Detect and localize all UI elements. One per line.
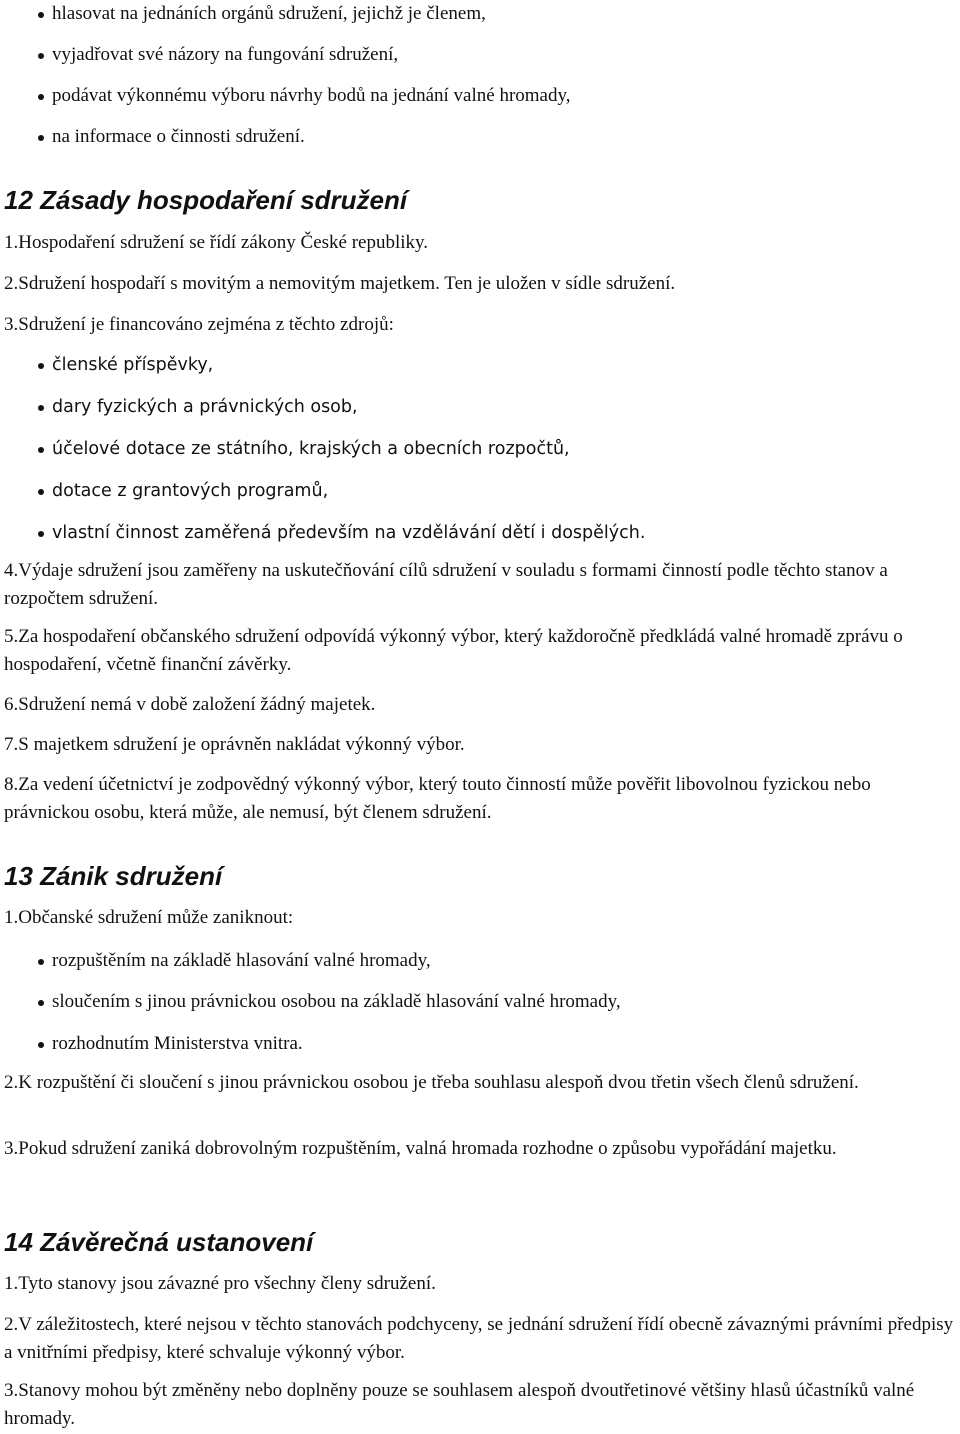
list-item: vlastní činnost zaměřená především na vzdělávání dětí i dospělých. [52, 523, 646, 543]
list-item: účelové dotace ze státního, krajských a obecních rozpočtů, [52, 439, 570, 459]
section-12-paragraph-6: 6.Sdružení nemá v době založení žádný majetek. [4, 694, 376, 715]
section-12-paragraph-2: 2.Sdružení hospodaří s movitým a nemovitým majetkem. Ten je uložen v sídle sdružení. [4, 273, 676, 294]
list-item: sloučením s jinou právnickou osobou na základě hlasování valné hromady, [52, 991, 621, 1012]
section-13-paragraph-3: 3.Pokud sdružení zaniká dobrovolným rozpuštěním, valná hromada rozhodne o způsobu vypořádání majetku. [4, 1138, 837, 1159]
list-item: dotace z grantových programů, [52, 481, 329, 501]
section-12-heading: 12 Zásady hospodaření sdružení [4, 185, 408, 215]
bullet-icon [38, 959, 44, 965]
bullet-icon [38, 1042, 44, 1048]
list-item: členské příspěvky, [52, 355, 214, 375]
bullet-icon [38, 363, 44, 369]
section-14-heading: 14 Závěrečná ustanovení [4, 1227, 314, 1257]
bullet-icon [38, 447, 44, 453]
bullet-icon [38, 1000, 44, 1006]
list-item: rozpuštěním na základě hlasování valné hromady, [52, 950, 431, 971]
section-12-paragraph-5: 5.Za hospodaření občanského sdružení odpovídá výkonný výbor, který každoročně předkládá valné hromadě zprávu o hospodaření, včetně finanční závěrky. [4, 626, 903, 675]
list-item: rozhodnutím Ministerstva vnitra. [52, 1033, 303, 1054]
bullet-icon [38, 135, 44, 141]
list-item: vyjadřovat své názory na fungování sdružení, [52, 44, 399, 65]
section-12-paragraph-3: 3.Sdružení je financováno zejména z těchto zdrojů: [4, 314, 394, 335]
section-13-paragraph-2: 2.K rozpuštění či sloučení s jinou právnickou osobou je třeba souhlasu alespoň dvou třetin všech členů sdružení. [4, 1072, 859, 1093]
bullet-icon [38, 94, 44, 100]
section-12-paragraph-1: 1.Hospodaření sdružení se řídí zákony České republiky. [4, 232, 429, 253]
section-13-paragraph-1: 1.Občanské sdružení může zaniknout: [4, 907, 294, 928]
list-item: hlasovat na jednáních orgánů sdružení, jejichž je členem, [52, 3, 486, 24]
bullet-icon [38, 489, 44, 495]
section-12-paragraph-8: 8.Za vedení účetnictví je zodpovědný výkonný výbor, který touto činností může pověřit libovolnou fyzickou nebo právnickou osobu, která může, ale nemusí, být členem sdružení. [4, 774, 871, 823]
section-14-paragraph-2: 2.V záležitostech, které nejsou v těchto stanovách podchyceny, se jednání sdružení řídí obecně závaznými právními předpisy a vnitřními předpisy, které schvaluje výkonný výbor. [4, 1314, 954, 1363]
bullet-icon [38, 531, 44, 537]
bullet-icon [38, 53, 44, 59]
list-item: podávat výkonnému výboru návrhy bodů na jednání valné hromady, [52, 85, 571, 106]
section-14-paragraph-1: 1.Tyto stanovy jsou závazné pro všechny členy sdružení. [4, 1273, 436, 1294]
section-12-paragraph-4: 4.Výdaje sdružení jsou zaměřeny na uskutečňování cílů sdružení v souladu s formami činností podle těchto stanov a rozpočtem sdružení. [4, 560, 888, 609]
bullet-icon [38, 12, 44, 18]
section-14-paragraph-3: 3.Stanovy mohou být změněny nebo doplněny pouze se souhlasem alespoň dvoutřetinové většiny hlasů účastníků valné hromady. [4, 1380, 915, 1429]
list-item: dary fyzických a právnických osob, [52, 397, 358, 417]
section-13-heading: 13 Zánik sdružení [4, 861, 223, 891]
section-12-paragraph-7: 7.S majetkem sdružení je oprávněn nakládat výkonný výbor. [4, 734, 465, 755]
bullet-icon [38, 405, 44, 411]
list-item: na informace o činnosti sdružení. [52, 126, 305, 147]
